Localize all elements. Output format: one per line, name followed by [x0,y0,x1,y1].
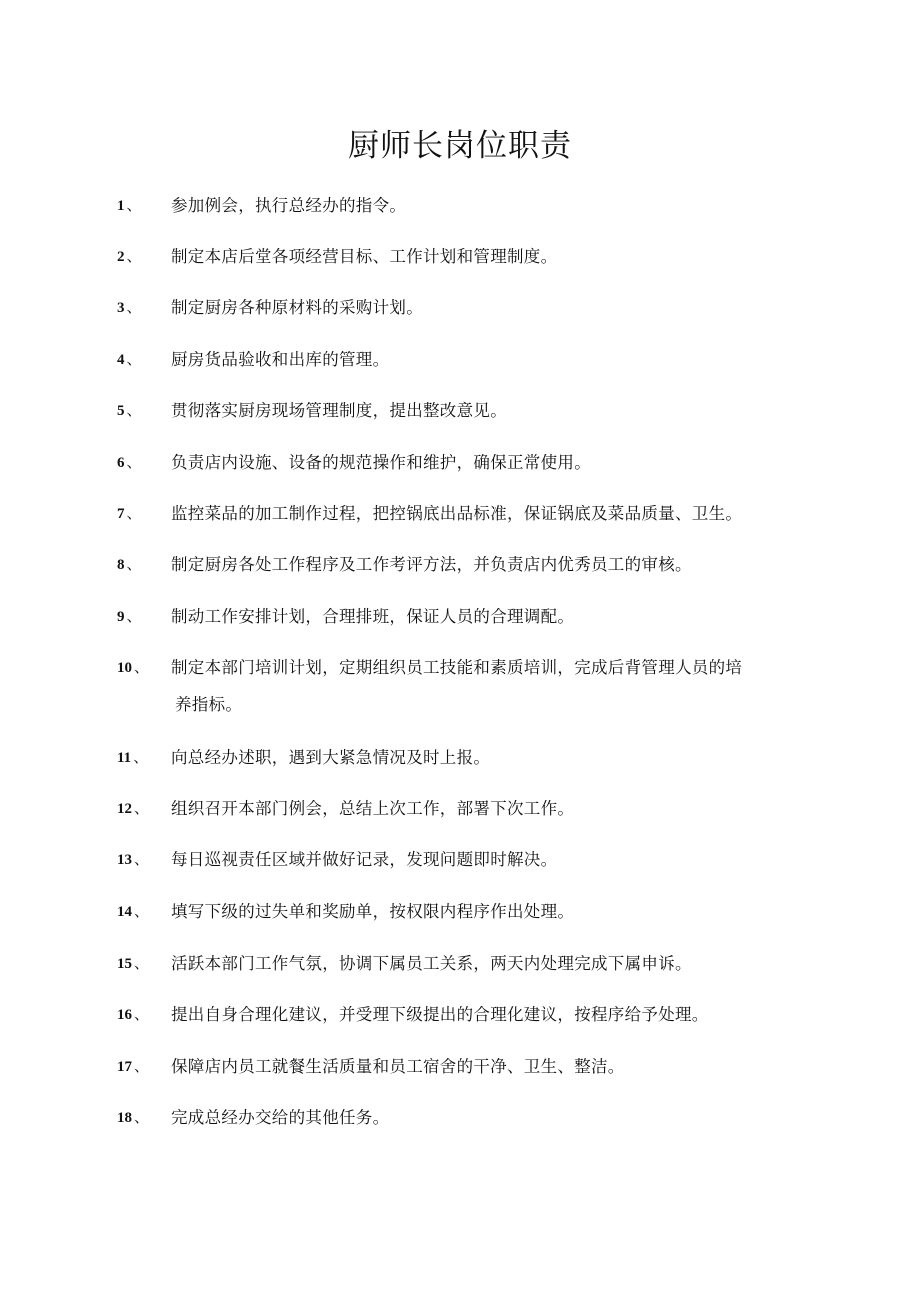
item-text: 活跃本部门工作气氛，协调下属员工关系，两天内处理完成下属申诉。 [171,954,692,973]
item-number: 5 、 [117,403,142,419]
item-text: 厨房货品验收和出库的管理。 [171,350,390,369]
item-text: 贯彻落实厨房现场管理制度，提出整改意见。 [171,401,507,420]
item-number: 4 、 [117,352,142,368]
item-text [171,649,807,723]
item-text: 负责店内设施、设备的规范操作和维护，确保正常使用。 [171,453,591,472]
item-text: 提出自身合理化建议，并受理下级提出的合理化建议，按程序给予处理。 [171,1005,709,1024]
item-number: 10 、 [117,660,150,676]
item-number: 16 、 [117,1007,150,1023]
item-number: 8 、 [117,557,142,573]
item-number: 17 、 [117,1059,150,1075]
item-number: 12 、 [117,801,150,817]
item-text: 每日巡视责任区域并做好记录，发现问题即时解决。 [171,850,558,869]
item-number: 7 、 [117,506,142,522]
item-number: 6 、 [117,455,142,471]
item-number: 1 、 [117,198,142,214]
item-text: 保障店内员工就餐生活质量和员工宿舍的干净、卫生、整洁。 [171,1057,625,1076]
page-title: 厨师长岗位职责 [348,128,572,164]
item-text-line: 制定本部门培训计划，定期组织员工技能和素质培训，完成后背管理人员的培 [171,658,743,677]
item-text: 参加例会，执行总经办的指令。 [171,196,407,215]
item-text: 向总经办述职，遇到大紧急情况及时上报。 [171,748,491,767]
item-number: 14 、 [117,904,150,920]
item-number: 9 、 [117,609,142,625]
item-text: 监控菜品的加工制作过程，把控锅底出品标准，保证锅底及菜品质量、卫生。 [171,504,743,523]
item-text: 填写下级的过失单和奖励单，按权限内程序作出处理。 [171,902,575,921]
item-text: 组织召开本部门例会，总结上次工作，部署下次工作。 [171,799,575,818]
item-number: 2 、 [117,249,142,265]
item-text: 制定厨房各种原材料的采购计划。 [171,298,423,317]
item-number: 3 、 [117,300,142,316]
item-text: 制动工作安排计划，合理排班，保证人员的合理调配。 [171,607,575,626]
item-text: 完成总经办交给的其他任务。 [171,1108,390,1127]
item-number: 18 、 [117,1110,150,1126]
item-text-continuation: 养指标。 [175,695,243,714]
item-number: 13 、 [117,852,150,868]
item-number: 11 、 [117,750,149,766]
item-text: 制定本店后堂各项经营目标、工作计划和管理制度。 [171,247,558,266]
item-number: 15 、 [117,956,150,972]
item-text: 制定厨房各处工作程序及工作考评方法，并负责店内优秀员工的审核。 [171,555,692,574]
